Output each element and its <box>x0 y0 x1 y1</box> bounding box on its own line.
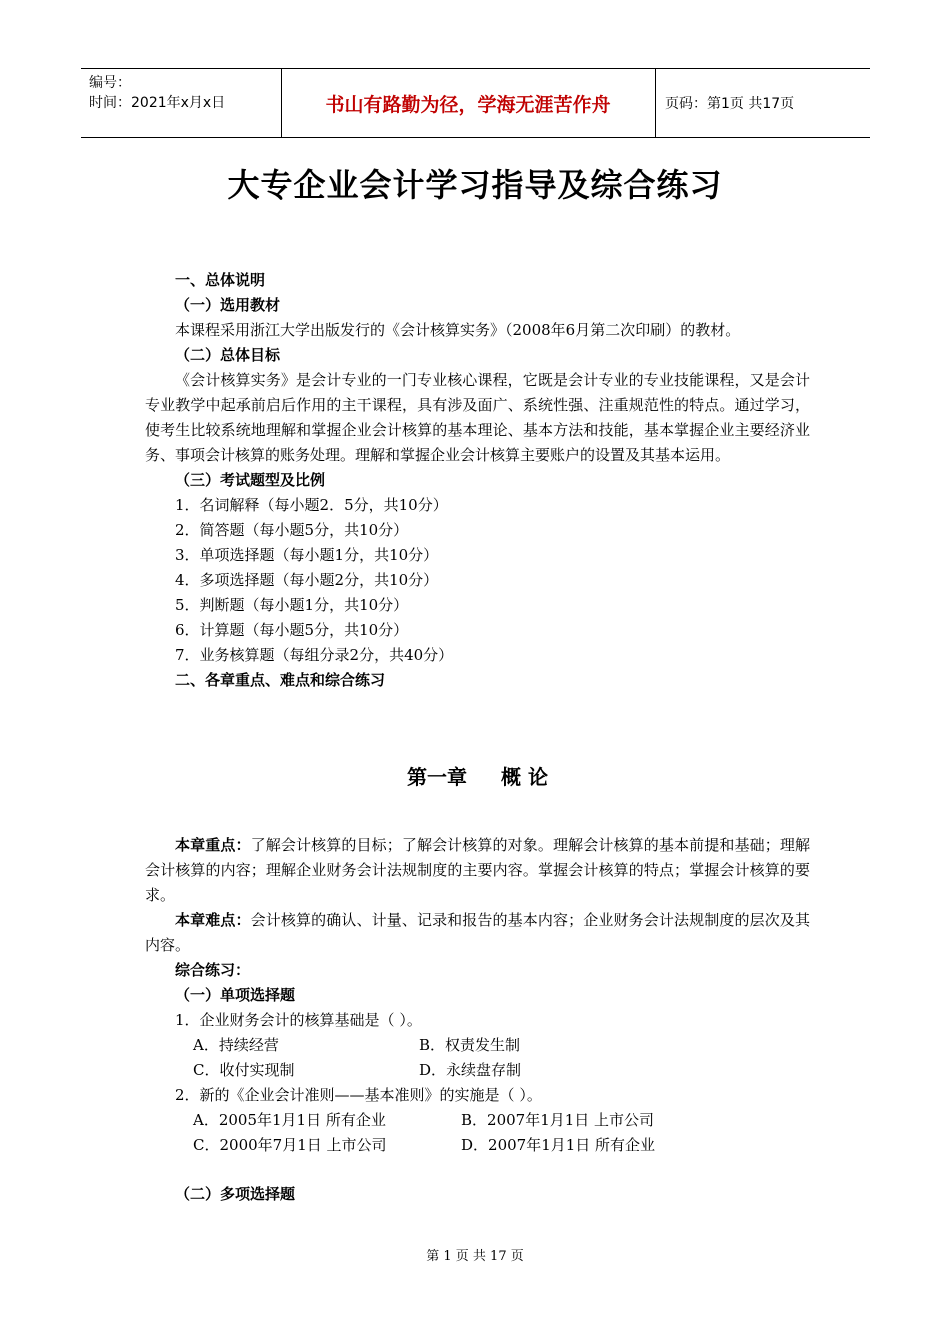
option: C．收付实现制 <box>193 1061 295 1079</box>
chapter-name: 概 论 <box>501 765 548 789</box>
option: B．权责发生制 <box>419 1036 521 1054</box>
chapters-heading: 二、各章重点、难点和综合练习 <box>175 671 386 689</box>
goal-text: 《会计核算实务》是会计专业的一门专业核心课程，它既是会计专业的专业技能课程，又是会计专业教学中起承前启后作用的主干课程，具有涉及面广、系统性强、注重规范性的特点。通过学习，使考生比较系统地理解和掌握企业会计核算的基本理论、基本方法和技能，基本掌握企业主要经济业务、事项会计核算的账务处理。理解和掌握企业会计核算主要账户的设置及其基本运用。 <box>145 371 810 464</box>
question-1-options <box>145 1058 810 1083</box>
header-meta <box>89 73 225 113</box>
header-motto: 书山有路勤为径，学海无涯苦作舟 <box>325 93 611 116</box>
page-footer: 第 1 页 共 17 页 <box>426 1249 524 1264</box>
chapter-key-points <box>145 833 810 908</box>
textbook-text: 本课程采用浙江大学出版发行的《会计核算实务》（2008年6月第二次印刷）的教材。 <box>175 321 741 339</box>
exam-heading: （三）考试题型及比例 <box>175 471 326 489</box>
question-2: 2．新的《企业会计准则——基本准则》的实施是（ ）。 <box>175 1086 542 1104</box>
option: A．2005年1月1日 所有企业 <box>193 1111 386 1129</box>
textbook-heading: （一）选用教材 <box>175 296 281 314</box>
chapter-difficulties <box>145 908 810 958</box>
question-2-options <box>145 1108 810 1133</box>
exam-item: 2．简答题（每小题5分，共10分） <box>175 521 409 539</box>
option: D．永续盘存制 <box>419 1061 522 1079</box>
difficult-label: 本章难点： <box>175 911 251 929</box>
key-label: 本章重点： <box>175 836 251 854</box>
option: B．2007年1月1日 上市公司 <box>461 1111 655 1129</box>
document-title: 大专企业会计学习指导及综合练习 <box>227 166 723 204</box>
document-body <box>145 268 810 1207</box>
exam-item: 1．名词解释（每小题2．5分，共10分） <box>175 496 448 514</box>
header-divider <box>655 69 656 137</box>
option: A．持续经营 <box>193 1036 279 1054</box>
exam-item: 3．单项选择题（每小题1分，共10分） <box>175 546 439 564</box>
difficult-text: 会计核算的确认、计量、记录和报告的基本内容；企业财务会计法规制度的层次及其内容。 <box>145 911 810 954</box>
question-1: 1．企业财务会计的核算基础是（ ）。 <box>175 1011 422 1029</box>
exam-item: 6．计算题（每小题5分，共10分） <box>175 621 409 639</box>
exam-item: 4．多项选择题（每小题2分，共10分） <box>175 571 439 589</box>
option: C．2000年7月1日 上市公司 <box>193 1136 387 1154</box>
option: D．2007年1月1日 所有企业 <box>461 1136 656 1154</box>
question-2-options <box>145 1133 810 1158</box>
exam-item: 5．判断题（每小题1分，共10分） <box>175 596 409 614</box>
chapter-number: 第一章 <box>407 765 468 789</box>
question-1-options <box>145 1033 810 1058</box>
overview-heading: 一、总体说明 <box>175 271 266 289</box>
chapter-title <box>145 762 810 792</box>
time-label: 时间：2021年x月x日 <box>89 95 226 111</box>
header-page-info: 页码：第1页 共17页 <box>665 96 795 112</box>
code-label: 编号： <box>89 75 131 91</box>
exam-item: 7．业务核算题（每组分录2分，共40分） <box>175 646 454 664</box>
practice-label: 综合练习： <box>175 961 251 979</box>
goal-heading: （二）总体目标 <box>175 346 281 364</box>
multi-choice-heading: （二）多项选择题 <box>175 1185 296 1203</box>
document-header <box>81 68 870 138</box>
single-choice-heading: （一）单项选择题 <box>175 986 296 1004</box>
key-text: 了解会计核算的目标；了解会计核算的对象。理解会计核算的基本前提和基础；理解会计核算的内容；理解企业财务会计法规制度的主要内容。掌握会计核算的特点；掌握会计核算的要求。 <box>145 836 810 904</box>
